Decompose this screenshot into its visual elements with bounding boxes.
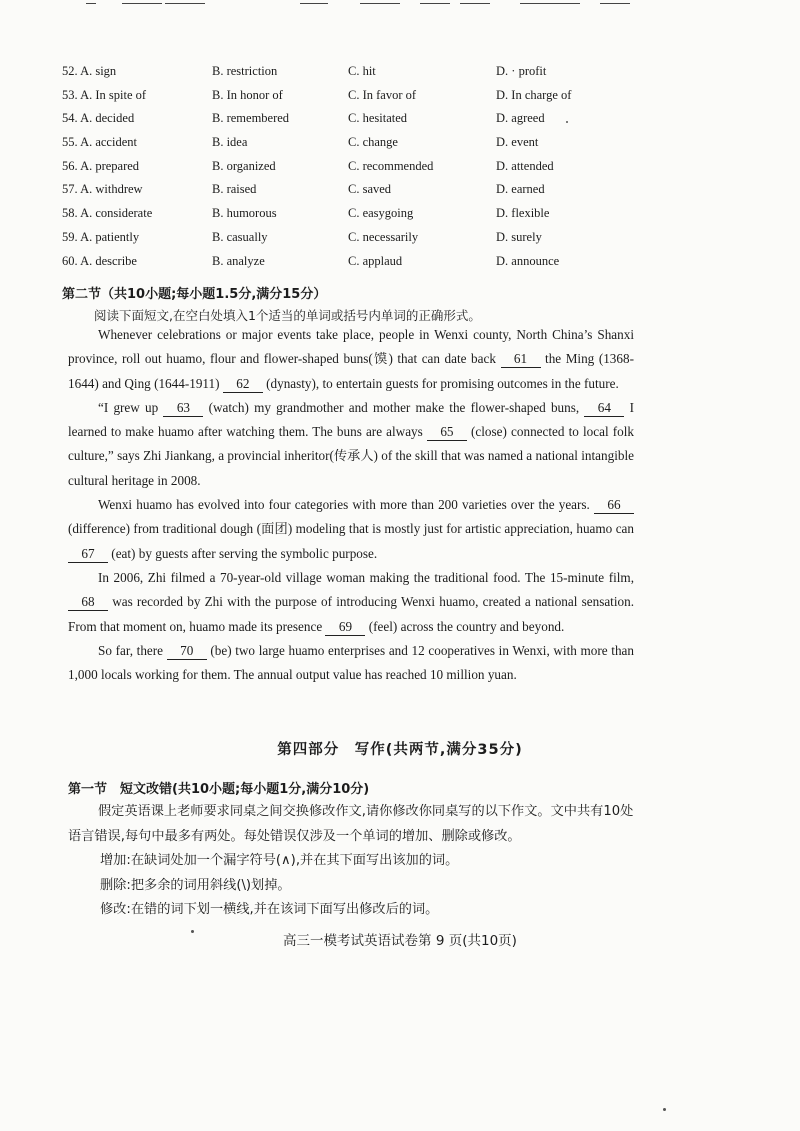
choice-row (62, 159, 702, 183)
option-a (62, 206, 152, 221)
option-b: B. organized (212, 158, 276, 173)
option-b: B. restriction (212, 64, 278, 78)
option-d: D. announce (496, 253, 560, 268)
passage-text: So far, there (98, 642, 167, 658)
option-c: C. hit (348, 64, 376, 78)
section2-instruction: 阅读下面短文,在空白处填入1个适当的单词或括号内单词的正确形式。 (94, 308, 481, 323)
passage-text: (dynasty), to entertain guests for promising outcomes in the future. (262, 375, 619, 391)
option-a (62, 88, 146, 103)
option-d: D. earned (496, 182, 545, 197)
blank-70: 70 (167, 642, 207, 660)
option-a (62, 254, 137, 269)
choice-row (62, 230, 702, 254)
passage-text: (watch) my grandmother and mother make the flower-shaped buns, (203, 399, 585, 415)
option-d: D. surely (496, 229, 542, 244)
blank-67: 67 (68, 545, 108, 563)
passage-text: “I grew up (98, 399, 164, 415)
choice-row (62, 111, 702, 135)
option-text: A. considerate (80, 206, 153, 221)
blank-64: 64 (584, 399, 624, 417)
option-b: B. analyze (212, 253, 265, 268)
option-c: C. change (348, 135, 398, 150)
option-c: C. easygoing (348, 206, 414, 221)
option-c: C. In favor of (348, 87, 417, 102)
question-number: 56. (62, 158, 78, 173)
instruction-line: 增加:在缺词处加一个漏字符号(∧),并在其下面写出该加的词。 (100, 853, 459, 868)
passage-paragraph-3 (68, 493, 634, 566)
blank-62: 62 (223, 375, 263, 393)
passage-paragraph-2 (68, 396, 634, 493)
option-b: B. raised (212, 182, 257, 197)
blank-61: 61 (501, 350, 541, 368)
error-correction-instructions (68, 800, 636, 923)
option-text: A. prepared (80, 158, 140, 173)
option-a (62, 230, 139, 245)
section2-title: 第二节（共10小题;每小题1.5分,满分15分） (62, 287, 327, 302)
option-a (62, 159, 139, 174)
option-text: A. In spite of (80, 87, 147, 102)
option-b: B. casually (212, 229, 268, 244)
instruction-line: 假定英语课上老师要求同桌之间交换修改作文,请你修改你同桌写的以下作文。文中共有10处语言错误,每句中最多有两处。每处错误仅涉及一个单词的增加、删除或修改。 (68, 804, 634, 844)
passage-text: the Ming (1368-1644) and Qing (1644-1911) (68, 351, 634, 391)
choice-row (62, 206, 702, 230)
question-number: 59. (62, 229, 78, 244)
passage-paragraph-1 (68, 323, 634, 396)
option-d: D. In charge of (496, 87, 572, 102)
question-number: 55. (62, 135, 78, 150)
option-b: B. remembered (212, 111, 290, 126)
question-number: 53. (62, 87, 78, 102)
option-text: A. describe (80, 253, 137, 268)
option-d: D. flexible (496, 206, 550, 221)
passage-text: (close) connected to local folk culture,” says Zhi Jiankang, a provincial inheritor(传承人) of the skill that was named a national intangible cultural heritage in 2008. (68, 424, 634, 488)
scan-speck (191, 930, 194, 933)
scan-speck (663, 1108, 666, 1111)
passage-text: I learned to make huamo after watching them. The buns are always (68, 399, 634, 440)
option-c: C. applaud (348, 253, 403, 268)
option-b: B. humorous (212, 206, 277, 221)
option-b: B. idea (212, 135, 248, 150)
passage-text: In 2006, Zhi filmed a 70-year-old village woman making the traditional food. The 15-minute film, (98, 569, 634, 585)
cloze-passage (68, 323, 634, 687)
option-c: C. hesitated (348, 111, 408, 126)
passage-text: (eat) by guests after serving the symbolic purpose. (108, 545, 378, 561)
option-text: A. decided (80, 111, 135, 126)
option-a (62, 111, 134, 126)
question-number: 52. (62, 64, 78, 78)
blank-63: 63 (163, 399, 203, 417)
instruction-line: 删除:把多余的词用斜线(\)划掉。 (100, 877, 291, 893)
passage-text: (feel) across the country and beyond. (365, 618, 565, 634)
question-number: 57. (62, 182, 78, 197)
option-a (62, 64, 116, 79)
blank-65: 65 (427, 423, 467, 441)
option-d: D. attended (496, 158, 554, 173)
choice-row (62, 88, 702, 112)
option-c: C. recommended (348, 158, 434, 173)
question-number: 58. (62, 206, 78, 221)
option-text: A. accident (80, 135, 137, 150)
option-b: B. In honor of (212, 87, 283, 102)
passage-text: Wenxi huamo has evolved into four categories with more than 200 varieties over the years. (98, 497, 594, 513)
passage-text: Whenever celebrations or major events take place, people in Wenxi county, North China’s Shanxi province, roll out huamo, flour and flower-shaped buns(馍) that can date back (68, 327, 634, 367)
question-number: 54. (62, 111, 78, 126)
passage-text: (be) two large huamo enterprises and 12 cooperatives in Wenxi, with more than 1,000 locals working for them. The annual output value has reached 10 million yuan. (68, 642, 634, 683)
choice-row (62, 182, 702, 206)
part4-title: 第四部分 写作(共两节,满分35分) (277, 742, 523, 758)
option-a (62, 135, 137, 150)
blank-66: 66 (594, 496, 634, 514)
passage-paragraph-4 (68, 566, 634, 639)
passage-paragraph-5 (68, 639, 634, 688)
instruction-line: 修改:在错的词下划一横线,并在该词下面写出修改后的词。 (100, 902, 439, 917)
option-c: C. necessarily (348, 229, 419, 244)
blank-69: 69 (325, 618, 365, 636)
option-d: D. · profit (496, 64, 547, 78)
passage-text: was recorded by Zhi with the purpose of introducing Wenxi huamo, created a national sensation. From that moment on, huamo made its presence (68, 594, 634, 634)
part4-section1-title: 第一节 短文改错(共10小题;每小题1分,满分10分) (68, 782, 370, 797)
scan-speck (566, 121, 568, 123)
option-a (62, 182, 143, 197)
choice-row (62, 254, 702, 278)
page-footer: 高三一模考试英语试卷第 9 页(共10页) (283, 933, 517, 949)
option-text: A. withdrew (80, 182, 143, 197)
choice-list (62, 64, 702, 277)
top-scan-marks (0, 0, 800, 10)
option-d: D. event (496, 135, 539, 150)
choice-row (62, 64, 702, 88)
passage-text: (difference) from traditional dough (面团) modeling that is mostly just for artistic appreciation, huamo can (68, 521, 634, 537)
option-d: D. agreed (496, 111, 545, 126)
blank-68: 68 (68, 593, 108, 611)
option-c: C. saved (348, 182, 392, 197)
option-text: A. patiently (80, 229, 140, 244)
option-text: A. sign (80, 64, 117, 78)
question-number: 60. (62, 253, 78, 268)
choice-row (62, 135, 702, 159)
